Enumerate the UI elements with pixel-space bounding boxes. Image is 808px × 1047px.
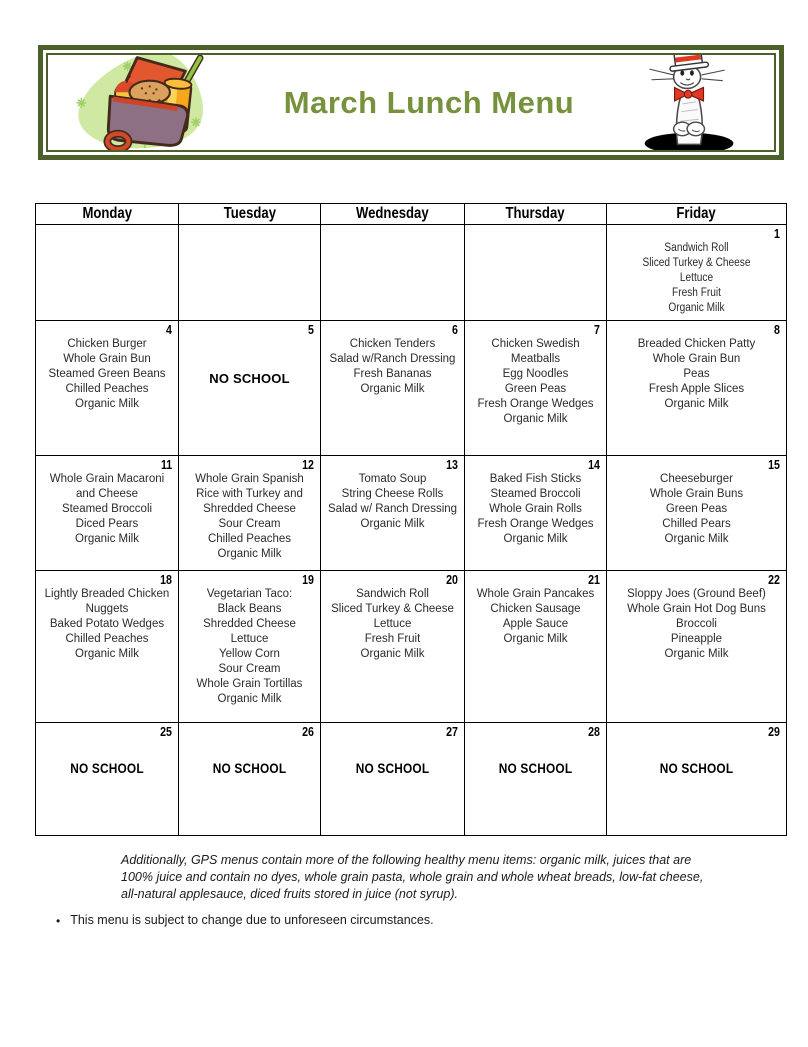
date-number: 4 <box>166 323 172 337</box>
date-number: 11 <box>160 458 172 472</box>
no-school-label: NO SCHOOL <box>70 761 144 776</box>
disclaimer-text: This menu is subject to change due to unforeseen circumstances. <box>70 913 434 927</box>
menu-item: Chilled Peaches <box>207 533 292 545</box>
menu-items <box>179 371 320 386</box>
menu-items <box>607 587 786 662</box>
calendar-cell-day-1 <box>607 225 787 321</box>
date-number: 22 <box>768 573 780 587</box>
date-number: 6 <box>452 323 458 337</box>
date-number <box>36 225 178 241</box>
menu-item: Chilled Pears <box>662 518 731 530</box>
calendar-cell-day-13 <box>321 456 465 571</box>
menu-item: Sandwich Roll <box>664 242 729 254</box>
week-row <box>36 571 787 723</box>
menu-item: Fresh Orange Wedges <box>477 518 594 530</box>
menu-item: Organic Milk <box>360 518 425 530</box>
menu-item: Baked Potato Wedges <box>49 618 165 630</box>
menu-item: Steamed Green Beans <box>48 368 166 380</box>
menu-item: Steamed Broccoli <box>490 488 581 500</box>
menu-item: Sour Cream <box>218 663 281 675</box>
calendar-cell-empty <box>179 225 321 321</box>
menu-item: String Cheese Rolls <box>341 488 444 500</box>
menu-item: Peas <box>683 368 710 380</box>
menu-item: Whole Grain Hot Dog Buns <box>627 603 766 615</box>
menu-item: Green Peas <box>665 503 728 515</box>
date-number: 13 <box>446 458 458 472</box>
date-number: 19 <box>302 573 314 587</box>
menu-item: Broccoli <box>676 618 717 630</box>
no-school-label: NO SCHOOL <box>498 761 573 776</box>
calendar-cell-day-14 <box>465 456 607 571</box>
menu-item: Whole Grain Rolls <box>489 503 582 515</box>
calendar-cell-day-11 <box>36 456 179 571</box>
menu-item: Sloppy Joes (Ground Beef) <box>627 588 766 600</box>
menu-item: Chilled Peaches <box>65 633 149 645</box>
menu-item: Organic Milk <box>360 648 425 660</box>
menu-item: Sour Cream <box>218 518 281 530</box>
menu-item: Chilled Peaches <box>65 383 149 395</box>
calendar-cell-empty <box>36 225 179 321</box>
date-number: 26 <box>302 725 314 739</box>
date-number: 21 <box>588 573 600 587</box>
menu-item: Yellow Corn <box>219 648 280 660</box>
menu-item: Pineapple <box>670 633 723 645</box>
calendar-head-row <box>36 204 787 225</box>
week-row <box>36 321 787 456</box>
menu-item: Organic Milk <box>217 548 282 560</box>
menu-item: Egg Noodles <box>502 368 569 380</box>
calendar-cell-day-7 <box>465 321 607 456</box>
menu-item: Salad w/ Ranch Dressing <box>327 503 458 515</box>
menu-item: Whole Grain Pancakes <box>476 588 595 600</box>
menu-items <box>179 587 320 707</box>
calendar-cell-day-22 <box>607 571 787 723</box>
date-number <box>465 225 606 241</box>
menu-item: Organic Milk <box>668 302 725 314</box>
menu-items <box>187 761 311 776</box>
menu-items <box>321 587 464 662</box>
menu-items <box>607 337 786 412</box>
menu-item: Fresh Fruit <box>672 287 721 299</box>
no-school-label: NO SCHOOL <box>355 761 430 776</box>
week-row <box>36 225 787 321</box>
calendar-cell-day-27 <box>321 723 465 836</box>
menu-items <box>321 472 464 532</box>
menu-item: Organic Milk <box>664 533 729 545</box>
healthy-items-note: Additionally, GPS menus contain more of the following healthy menu items: organic milk, juices that are 100% juice and contain no dyes, whole grain pasta, whole grain and whole wheat breads, low-fat cheese, all-natural applesauce, diced fruits stored in juice (not syrup). <box>121 853 704 901</box>
menu-items <box>465 587 606 647</box>
menu-item: Whole Grain Macaroni and Cheese <box>49 473 165 500</box>
date-number: 1 <box>774 227 780 241</box>
menu-item: Organic Milk <box>664 398 729 410</box>
menu-item: Sliced Turkey & Cheese <box>331 603 454 615</box>
date-number: 18 <box>160 573 172 587</box>
date-number: 8 <box>774 323 780 337</box>
menu-item: Salad w/Ranch Dressing <box>329 353 456 365</box>
menu-item: Black Beans <box>217 603 282 615</box>
menu-item: Steamed Broccoli <box>61 503 153 515</box>
menu-item: Chicken Burger <box>67 338 147 350</box>
menu-item: Shredded Cheese <box>203 618 296 630</box>
menu-item: Organic Milk <box>75 648 139 660</box>
date-number: 12 <box>302 458 314 472</box>
date-number: 15 <box>768 458 780 472</box>
calendar-cell-day-20 <box>321 571 465 723</box>
menu-items <box>179 472 320 562</box>
bullet-icon: • <box>56 914 61 928</box>
menu-item: Sliced Turkey & Cheese <box>642 257 751 269</box>
menu-item: Sandwich Roll <box>356 588 429 600</box>
menu-item: Cheeseburger <box>660 473 733 485</box>
menu-item: Chicken Swedish Meatballs <box>491 338 580 365</box>
calendar-cell-empty <box>465 225 607 321</box>
day-header-wednesday: Wednesday <box>321 204 465 225</box>
menu-items <box>36 472 178 547</box>
menu-item: Fresh Fruit <box>364 633 421 645</box>
calendar-cell-day-15 <box>607 456 787 571</box>
menu-item: Lettuce <box>679 272 714 284</box>
menu-item: Vegetarian Taco: <box>206 588 293 600</box>
menu-items <box>321 337 464 397</box>
menu-items <box>473 761 597 776</box>
menu-items <box>607 472 786 547</box>
menu-item: Lettuce <box>373 618 412 630</box>
page-title: March Lunch Menu <box>283 84 575 120</box>
menu-items <box>330 761 456 776</box>
menu-items <box>618 761 776 776</box>
menu-items <box>36 587 178 662</box>
calendar-cell-day-5 <box>179 321 321 456</box>
menu-items <box>618 241 776 316</box>
menu-item: Lightly Breaded Chicken Nuggets <box>44 588 170 615</box>
cat-in-the-hat-icon <box>632 53 748 152</box>
menu-item: Tomato Soup <box>358 473 427 485</box>
menu-item: Chicken Sausage <box>490 603 581 615</box>
date-number: 14 <box>588 458 600 472</box>
calendar-cell-day-26 <box>179 723 321 836</box>
menu-item: Fresh Orange Wedges <box>477 398 594 410</box>
menu-item: Whole Grain Bun <box>63 353 151 365</box>
menu-item: Chicken Tenders <box>349 338 436 350</box>
week-row <box>36 723 787 836</box>
menu-item: Organic Milk <box>503 533 568 545</box>
menu-item: Organic Milk <box>75 533 139 545</box>
calendar-cell-day-18 <box>36 571 179 723</box>
menu-item: Fresh Apple Slices <box>648 383 745 395</box>
menu-items <box>36 337 178 412</box>
menu-item: Organic Milk <box>360 383 425 395</box>
calendar-cell-day-19 <box>179 571 321 723</box>
date-number: 27 <box>446 725 458 739</box>
lunchbox-clipart-icon <box>58 53 226 152</box>
menu-item: Apple Sauce <box>502 618 569 630</box>
disclaimer-bullet-line <box>56 913 706 929</box>
day-header-friday: Friday <box>607 204 787 225</box>
menu-items <box>45 761 170 776</box>
day-header-thursday: Thursday <box>465 204 607 225</box>
menu-item: Whole Grain Bun <box>652 353 741 365</box>
menu-item: Green Peas <box>504 383 567 395</box>
menu-item: Fresh Bananas <box>353 368 432 380</box>
date-number: 25 <box>160 725 172 739</box>
calendar-cell-day-21 <box>465 571 607 723</box>
date-number <box>321 225 464 241</box>
no-school-label: NO SCHOOL <box>209 371 290 386</box>
day-header-monday: Monday <box>36 204 179 225</box>
date-number <box>179 225 320 241</box>
menu-item: Organic Milk <box>217 693 282 705</box>
menu-items <box>465 337 606 427</box>
menu-item: Breaded Chicken Patty <box>637 338 756 350</box>
calendar-cell-day-8 <box>607 321 787 456</box>
calendar-cell-day-4 <box>36 321 179 456</box>
menu-item: Whole Grain Tortillas <box>196 678 303 690</box>
calendar-cell-day-6 <box>321 321 465 456</box>
date-number: 29 <box>768 725 780 739</box>
week-row <box>36 456 787 571</box>
date-number: 7 <box>594 323 600 337</box>
menu-header-inner-frame <box>46 53 776 152</box>
calendar-table <box>35 203 787 836</box>
date-number: 5 <box>308 323 314 337</box>
calendar-cell-day-28 <box>465 723 607 836</box>
menu-header-banner <box>38 45 784 160</box>
date-number: 20 <box>446 573 458 587</box>
menu-item: Organic Milk <box>75 398 139 410</box>
menu-items <box>465 472 606 547</box>
menu-item: Whole Grain Buns <box>649 488 744 500</box>
calendar-cell-empty <box>321 225 465 321</box>
calendar-cell-day-12 <box>179 456 321 571</box>
menu-item: Organic Milk <box>503 633 568 645</box>
menu-item: Organic Milk <box>503 413 568 425</box>
no-school-label: NO SCHOOL <box>212 761 287 776</box>
menu-item: Lettuce <box>230 633 269 645</box>
menu-item: Baked Fish Sticks <box>489 473 582 485</box>
menu-item: Whole Grain Spanish Rice with Turkey and Shredded Cheese <box>195 473 304 515</box>
day-header-tuesday: Tuesday <box>179 204 321 225</box>
date-number: 28 <box>588 725 600 739</box>
menu-item: Organic Milk <box>664 648 729 660</box>
calendar-cell-day-29 <box>607 723 787 836</box>
menu-item: Diced Pears <box>75 518 139 530</box>
calendar-body <box>36 225 787 836</box>
no-school-label: NO SCHOOL <box>659 761 734 776</box>
calendar-cell-day-25 <box>36 723 179 836</box>
